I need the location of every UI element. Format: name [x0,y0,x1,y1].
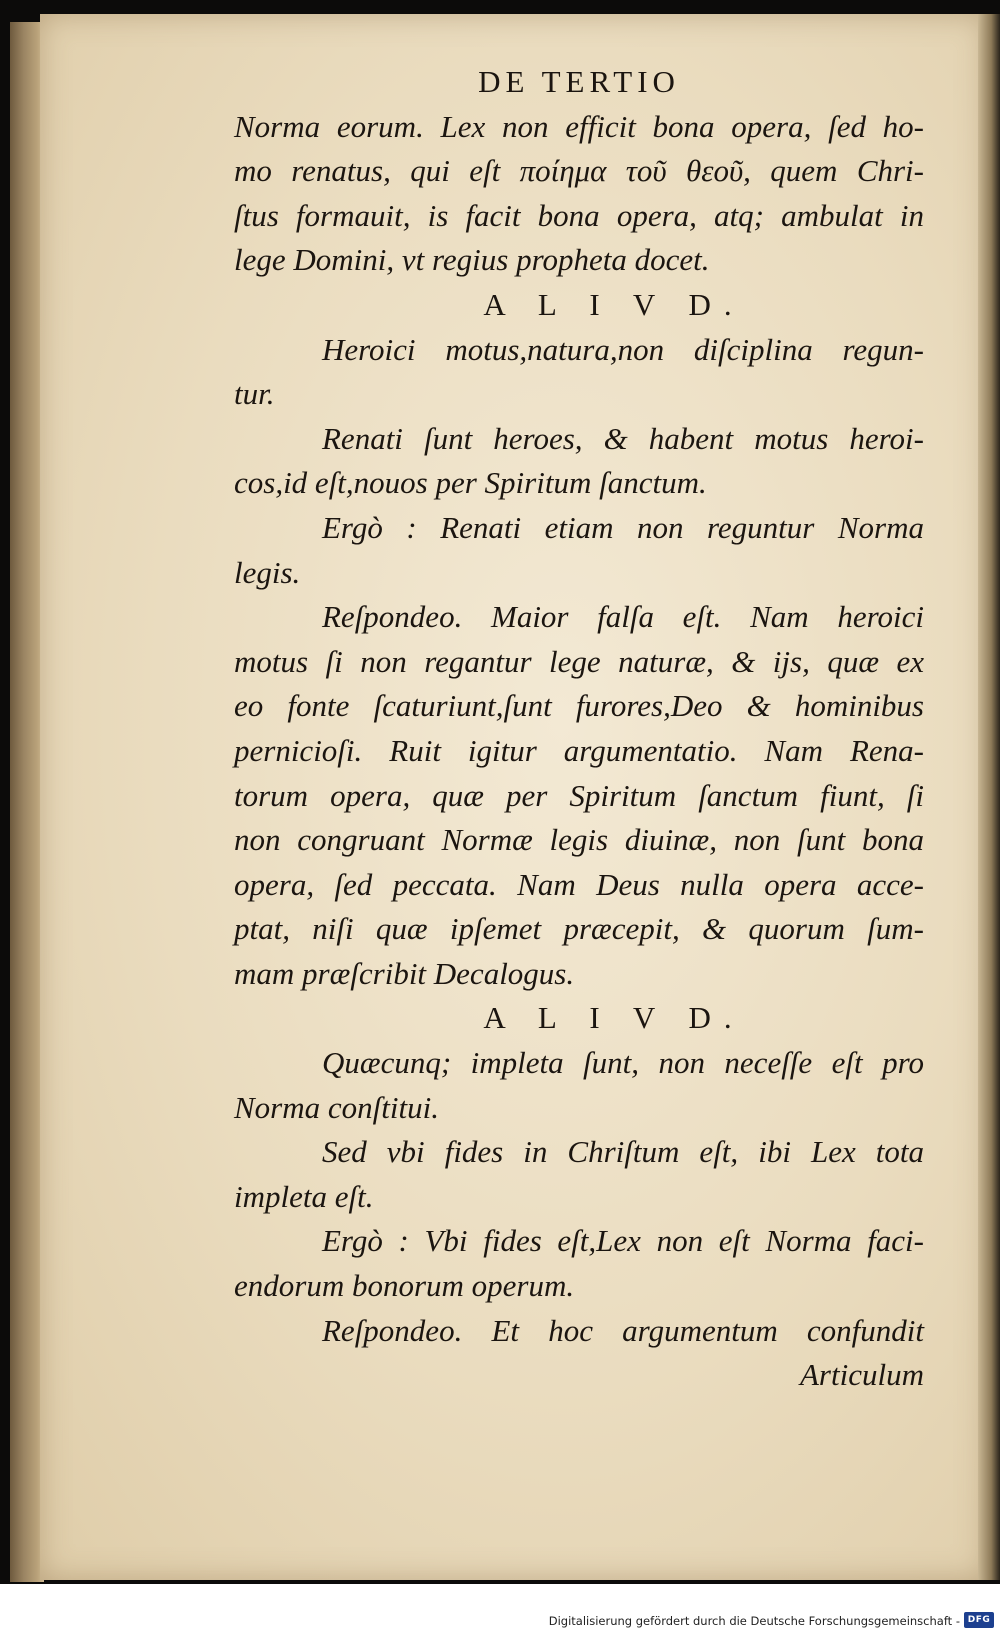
text-line: lege Domini, vt regius propheta docet. [234,242,710,278]
text-line: Norma conſtitui. [234,1089,439,1125]
text-line: ſtus formauit, is facit bona opera, atq; ambulat in [234,197,924,233]
text-line: eo fonte ſcaturiunt,ſunt furores,Deo & hominibus [234,688,924,724]
text-line: pernicioſi. Ruit igitur argumentatio. Nam Rena- [234,732,924,768]
text-line: Heroici motus,natura,non diſciplina regun- [322,331,924,367]
text-line: impleta eſt. [234,1178,374,1214]
text-line: ptat, niſi quæ ipſemet præcepit, & quorum ſum- [234,911,924,947]
footer-credit: Digitalisierung gefördert durch die Deutsche Forschungsgemeinschaft - [548,1614,960,1628]
text-line: opera, ſed peccata. Nam Deus nulla opera acce- [234,866,924,902]
text-line: Ergò : Renati etiam non reguntur Norma [322,509,924,545]
running-head: DE TERTIO [478,64,680,99]
text-line: mo renatus, qui eſt ποίημα τοῦ θεοῦ, quem Chri- [234,153,924,189]
dfg-logo: DFG [964,1612,994,1628]
text-line: Ergò : Vbi fides eſt,Lex non eſt Norma faci- [322,1223,924,1259]
page-left-edge [10,22,44,1582]
text-line: Sed vbi fides in Chriſtum eſt, ibi Lex tota [322,1134,924,1170]
text-line: Reſpondeo. Et hoc argumentum confundit [322,1312,924,1348]
text-line: non congruant Normæ legis diuinæ, non ſunt bona [234,822,924,858]
footer-bar [0,1584,1000,1636]
text-line: Renati ſunt heroes, & habent motus heroi- [322,420,924,456]
text-line: mam præſcribit Decalogus. [234,955,575,991]
text-line: Norma eorum. Lex non efficit bona opera, ſed ho- [234,108,924,144]
text-line: Articulum [800,1357,924,1393]
text-line: legis. [234,554,301,590]
body-lines [234,105,924,1398]
text-line: tur. [234,376,275,412]
section-heading: A L I V D. [483,286,745,322]
page-text [234,60,924,1398]
text-line: Reſpondeo. Maior falſa eſt. Nam heroici [322,599,924,635]
text-line: torum opera, quæ per Spiritum ſanctum fiunt, ſi [234,777,924,813]
page-right-edge [978,14,1000,1580]
text-line: Quæcunq; impleta ſunt, non neceſſe eſt pro [322,1045,924,1081]
text-line: endorum bonorum operum. [234,1268,575,1304]
text-line: motus ſi non regantur lege naturæ, & ijs, quæ ex [234,643,924,679]
text-line: cos,id eſt,nouos per Spiritum ſanctum. [234,465,707,501]
section-heading: A L I V D. [483,1000,745,1036]
